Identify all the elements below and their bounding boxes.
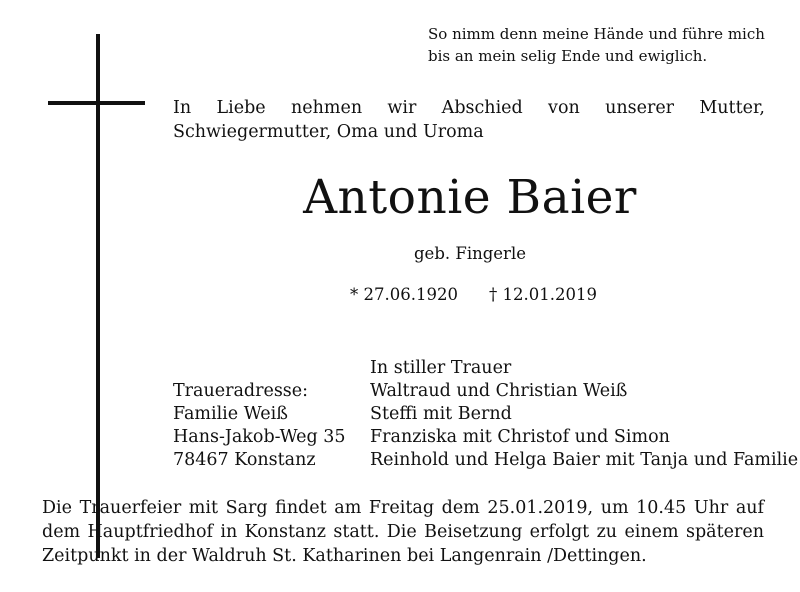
verse-line: So nimm denn meine Hände und führe mich xyxy=(428,25,765,43)
mourners-list xyxy=(370,357,798,472)
address-line: Traueradresse: xyxy=(173,381,309,401)
verse-line: bis an mein selig Ende und ewiglich. xyxy=(428,47,708,65)
deceased-name: Antonie Baier xyxy=(303,170,637,225)
mourners-heading: In stiller Trauer xyxy=(370,358,512,378)
mourner-line: Franziska mit Christof und Simon xyxy=(370,427,670,447)
mourner-line: Waltraud und Christian Weiß xyxy=(370,381,628,401)
death-date: † 12.01.2019 xyxy=(489,285,597,304)
address-line: 78467 Konstanz xyxy=(173,450,316,470)
mourning-address xyxy=(173,380,346,472)
mourner-line: Steffi mit Bernd xyxy=(370,404,512,424)
born-name: geb. Fingerle xyxy=(414,244,526,263)
funeral-details: Die Trauerfeier mit Sarg findet am Freitag dem 25.01.2019, um 10.45 Uhr auf dem Hauptfriedhof in Konstanz statt. Die Beisetzung erfolgt zu einem späteren Zeitpunkt in der Waldruh St. Katharinen bei Langenrain /Dettingen. xyxy=(42,498,764,566)
intro-text: In Liebe nehmen wir Abschied von unserer Mutter, Schwiegermutter, Oma und Uroma xyxy=(173,98,765,142)
address-line: Familie Weiß xyxy=(173,404,288,424)
verse xyxy=(428,23,788,67)
birth-date: * 27.06.1920 xyxy=(350,285,458,304)
mourner-line: Reinhold und Helga Baier mit Tanja und Familie xyxy=(370,450,799,470)
cross-horizontal-bar xyxy=(48,101,145,105)
cross-vertical-bar xyxy=(96,34,100,558)
address-line: Hans-Jakob-Weg 35 xyxy=(173,427,346,447)
